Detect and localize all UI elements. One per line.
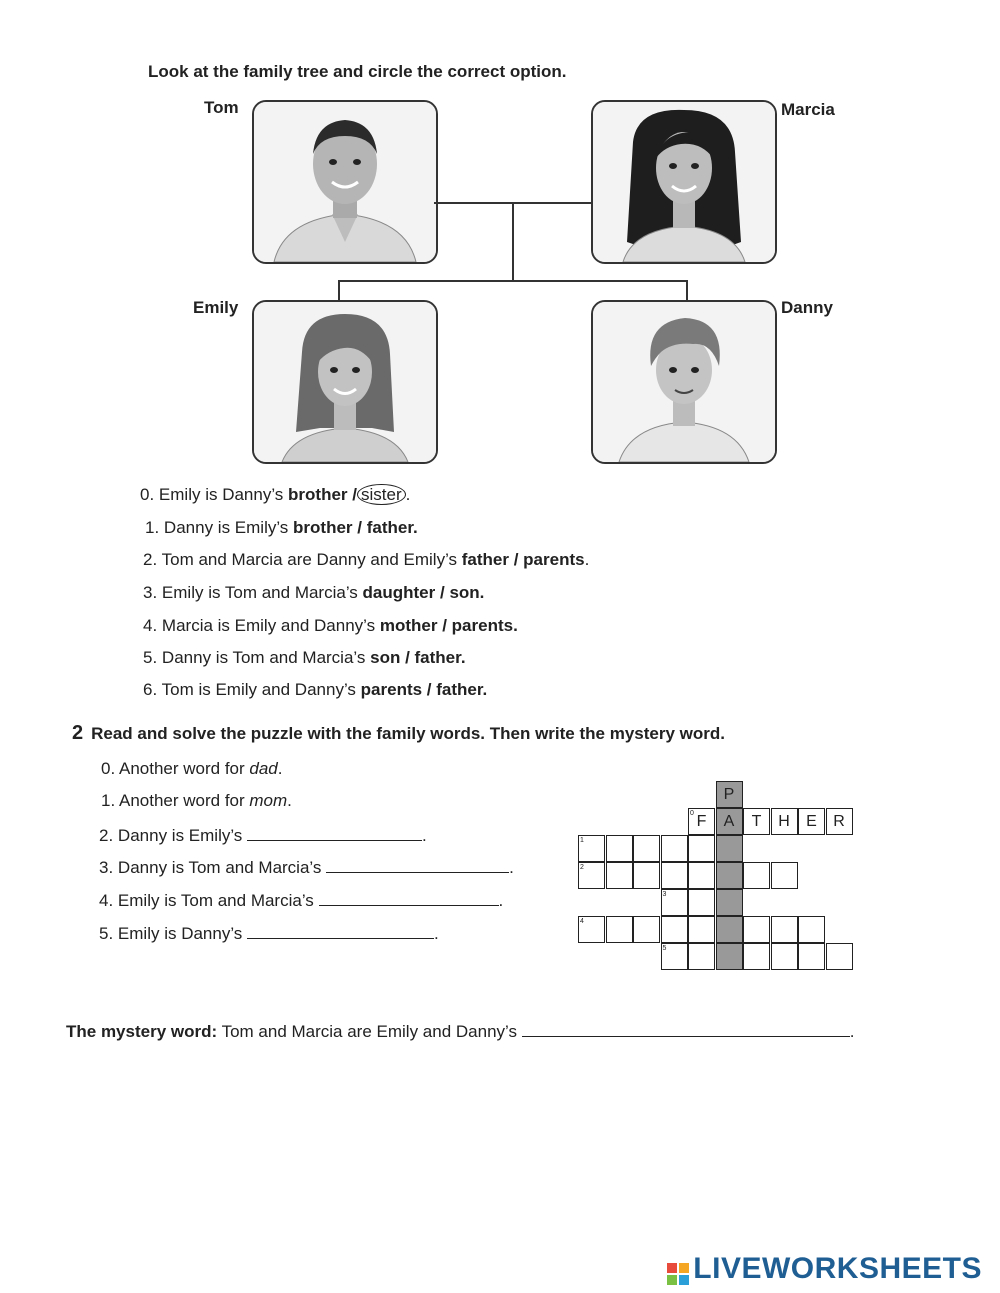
name-danny: Danny — [781, 298, 833, 317]
clue-number: 3 — [662, 891, 667, 898]
tree-line-emily — [338, 280, 340, 300]
clue-4: 4. Emily is Tom and Marcia’s . — [99, 891, 504, 910]
question-6: 6. Tom is Emily and Danny’s parents / father. — [143, 680, 488, 699]
crossword-cell: H — [771, 808, 798, 835]
crossword-cell[interactable] — [771, 916, 798, 943]
crossword-cell: F 0 — [688, 808, 715, 835]
crossword-cell[interactable] — [743, 862, 770, 889]
option-2a[interactable]: father — [461, 550, 509, 569]
crossword-cell[interactable] — [661, 889, 688, 916]
crossword-cell[interactable] — [661, 835, 688, 862]
option-4a[interactable]: mother — [379, 616, 438, 635]
crossword-cell: R — [826, 808, 853, 835]
option-sister-circled[interactable]: sister — [357, 484, 406, 505]
crossword-cell[interactable] — [688, 889, 715, 916]
photo-danny — [591, 300, 777, 464]
crossword-cell: T — [743, 808, 770, 835]
crossword-cell[interactable] — [716, 862, 743, 889]
crossword-cell: A — [716, 808, 743, 835]
question-3: 3. Emily is Tom and Marcia’s daughter / son. — [143, 583, 485, 602]
blank-3[interactable] — [326, 856, 509, 873]
tree-line-danny — [686, 280, 688, 300]
crossword-cell: E — [798, 808, 825, 835]
clue-1: 1. Another word for mom. — [101, 791, 292, 810]
crossword-cell[interactable] — [798, 943, 825, 970]
crossword-cell[interactable] — [688, 916, 715, 943]
clue-number: 2 — [580, 864, 584, 871]
photo-tom — [252, 100, 438, 264]
crossword-cell[interactable] — [716, 835, 743, 862]
crossword-cell[interactable] — [633, 916, 660, 943]
crossword-cell[interactable] — [688, 835, 715, 862]
section2-heading: 2 Read and solve the puzzle with the family words. Then write the mystery word. — [72, 722, 725, 744]
option-3a[interactable]: daughter — [362, 583, 436, 602]
clue-number: 0 — [690, 810, 694, 817]
option-5b[interactable]: father — [414, 648, 461, 667]
crossword-cell[interactable] — [606, 916, 633, 943]
option-4b[interactable]: parents — [451, 616, 514, 635]
liveworksheets-brand: LIVEWORKSHEETS — [667, 1252, 982, 1286]
blank-4[interactable] — [319, 889, 499, 906]
clue-3: 3. Danny is Tom and Marcia’s . — [99, 858, 514, 877]
crossword-cell[interactable] — [716, 943, 743, 970]
crossword-cell[interactable] — [798, 916, 825, 943]
crossword-cell[interactable] — [688, 943, 715, 970]
option-brother[interactable]: brother — [288, 485, 348, 504]
crossword-cell[interactable] — [606, 835, 633, 862]
option-3b[interactable]: son — [449, 583, 480, 602]
option-6a[interactable]: parents — [360, 680, 423, 699]
clue-number: 4 — [580, 918, 584, 925]
option-1a[interactable]: brother — [293, 518, 353, 537]
blank-5[interactable] — [247, 922, 434, 939]
crossword-cell[interactable] — [578, 835, 605, 862]
crossword-cell[interactable] — [578, 916, 605, 943]
liveworksheets-logo-icon — [667, 1259, 689, 1281]
mystery-label: The mystery word: — [66, 1022, 218, 1041]
crossword-cell[interactable] — [688, 862, 715, 889]
question-4: 4. Marcia is Emily and Danny’s mother / parents. — [143, 616, 518, 635]
mystery-sentence: The mystery word: Tom and Marcia are Emily and Danny’s . — [66, 1022, 855, 1041]
option-1b[interactable]: father — [366, 518, 414, 537]
name-tom: Tom — [204, 98, 239, 117]
crossword-cell[interactable] — [633, 862, 660, 889]
option-6b[interactable]: father — [436, 680, 483, 699]
crossword-cell[interactable] — [771, 943, 798, 970]
question-0: 0. Emily is Danny’s brother / sister . — [140, 485, 411, 504]
crossword-cell[interactable] — [578, 862, 605, 889]
question-2: 2. Tom and Marcia are Danny and Emily’s father / parents. — [143, 550, 590, 569]
section1-instruction: Look at the family tree and circle the correct option. — [148, 62, 567, 81]
crossword-cell[interactable] — [716, 916, 743, 943]
crossword-cell[interactable] — [633, 835, 660, 862]
crossword-cell[interactable] — [661, 916, 688, 943]
clue-0: 0. Another word for dad. — [101, 759, 283, 778]
clue-2: 2. Danny is Emily’s . — [99, 826, 427, 845]
clue-5: 5. Emily is Danny’s . — [99, 924, 439, 943]
crossword-cell[interactable] — [826, 943, 853, 970]
mystery-blank[interactable] — [522, 1020, 850, 1037]
name-marcia: Marcia — [781, 100, 835, 119]
crossword-cell[interactable] — [771, 862, 798, 889]
tree-line-children — [338, 280, 688, 282]
question-1: 1. Danny is Emily’s brother / father. — [145, 518, 418, 537]
crossword-cell[interactable] — [661, 943, 688, 970]
photo-emily — [252, 300, 438, 464]
question-5: 5. Danny is Tom and Marcia’s son / father. — [143, 648, 466, 667]
crossword-cell[interactable] — [743, 943, 770, 970]
tree-line-stem — [512, 202, 514, 280]
crossword-cell: P — [716, 781, 743, 808]
crossword-cell[interactable] — [606, 862, 633, 889]
clue-number: 5 — [662, 945, 667, 952]
blank-2[interactable] — [247, 824, 422, 841]
name-emily: Emily — [193, 298, 239, 317]
option-5a[interactable]: son — [370, 648, 401, 667]
photo-marcia — [591, 100, 777, 264]
option-2b[interactable]: parents — [523, 550, 585, 569]
clue-number: 1 — [580, 837, 584, 844]
crossword-cell[interactable] — [716, 889, 743, 916]
crossword-cell[interactable] — [743, 916, 770, 943]
crossword-cell[interactable] — [661, 862, 688, 889]
